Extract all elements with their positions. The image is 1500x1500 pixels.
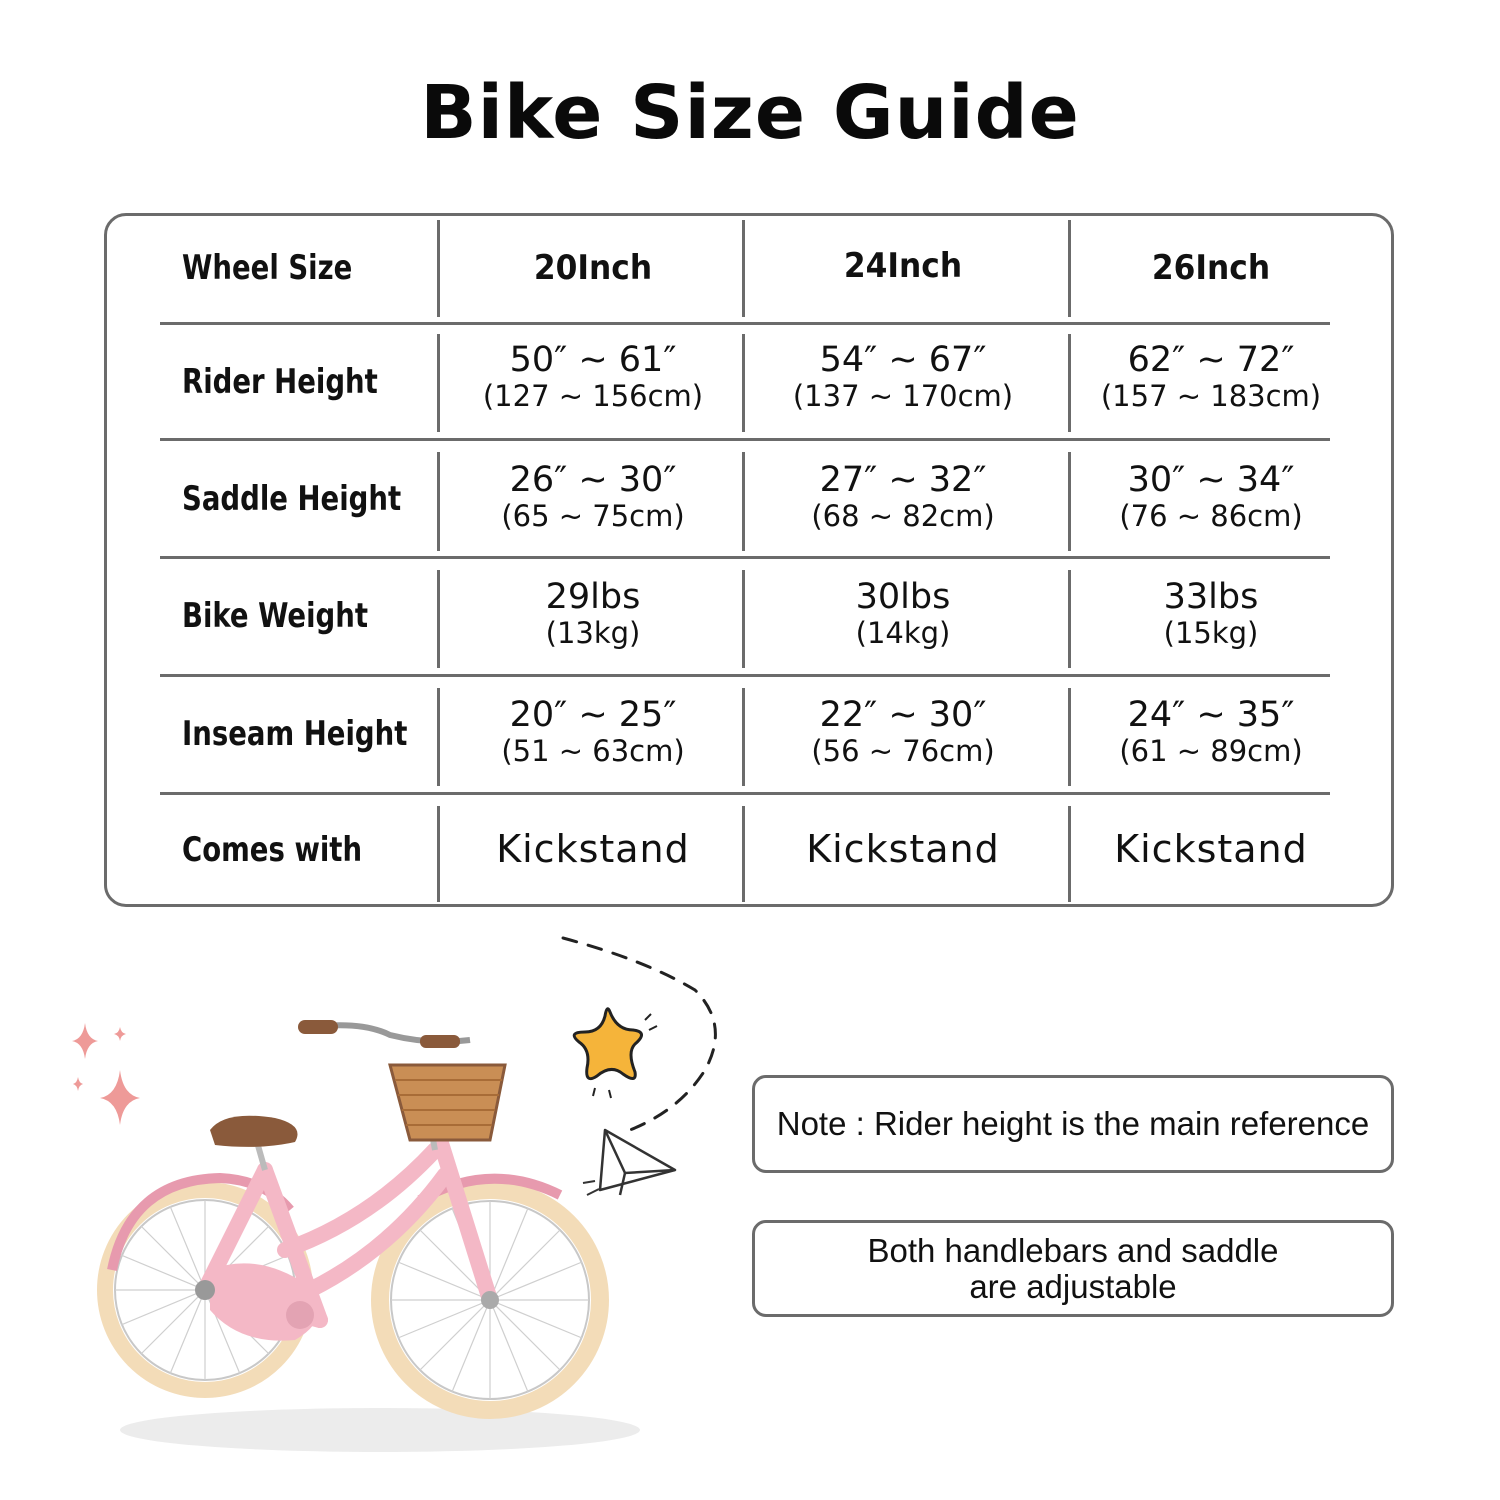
column-divider [437,452,440,551]
column-divider [437,688,440,786]
table-cell: 22″ ~ 30″ (56 ~ 76cm) [811,695,995,768]
column-divider [437,806,440,902]
column-divider [742,220,745,317]
bicycle-illustration [90,1000,650,1460]
column-header-26: 26Inch [1151,248,1271,288]
row-divider [160,322,1330,325]
table-cell: 29lbs (13kg) [545,577,641,650]
row-label-saddle-height: Saddle Height [182,479,402,519]
column-divider [437,570,440,668]
column-divider [1068,220,1071,317]
wheel-size-label: Wheel Size [182,248,353,288]
column-header-24: 24Inch [843,246,963,286]
size-table [104,213,1394,907]
table-cell: 26″ ~ 30″ (65 ~ 75cm) [501,460,685,533]
table-cell: Kickstand [806,827,1000,871]
table-cell: 54″ ~ 67″ (137 ~ 170cm) [792,340,1014,413]
column-divider [437,220,440,317]
table-cell: Kickstand [496,827,690,871]
row-label-comes-with: Comes with [182,830,363,870]
table-cell: 27″ ~ 32″ (68 ~ 82cm) [811,460,995,533]
column-divider [437,334,440,432]
row-label-inseam-height: Inseam Height [182,714,408,754]
table-cell: 30lbs (14kg) [855,577,951,650]
column-header-20: 20Inch [533,248,653,288]
table-cell: 30″ ~ 34″ (76 ~ 86cm) [1119,460,1303,533]
row-divider [160,792,1330,795]
row-label-bike-weight: Bike Weight [182,596,369,636]
table-cell: Kickstand [1114,827,1308,871]
table-cell: 20″ ~ 25″ (51 ~ 63cm) [501,695,685,768]
table-cell: 24″ ~ 35″ (61 ~ 89cm) [1119,695,1303,768]
note-adjustable: Both handlebars and saddle are adjustable [752,1220,1394,1317]
table-cell: 62″ ~ 72″ (157 ~ 183cm) [1100,340,1322,413]
table-cell: 33lbs (15kg) [1163,577,1259,650]
row-divider [160,438,1330,441]
row-label-rider-height: Rider Height [182,362,378,402]
table-cell: 50″ ~ 61″ (127 ~ 156cm) [482,340,704,413]
note-rider-height: Note : Rider height is the main reference [752,1075,1394,1173]
page-title: Bike Size Guide [420,70,1080,156]
row-divider [160,674,1330,677]
row-divider [160,556,1330,559]
